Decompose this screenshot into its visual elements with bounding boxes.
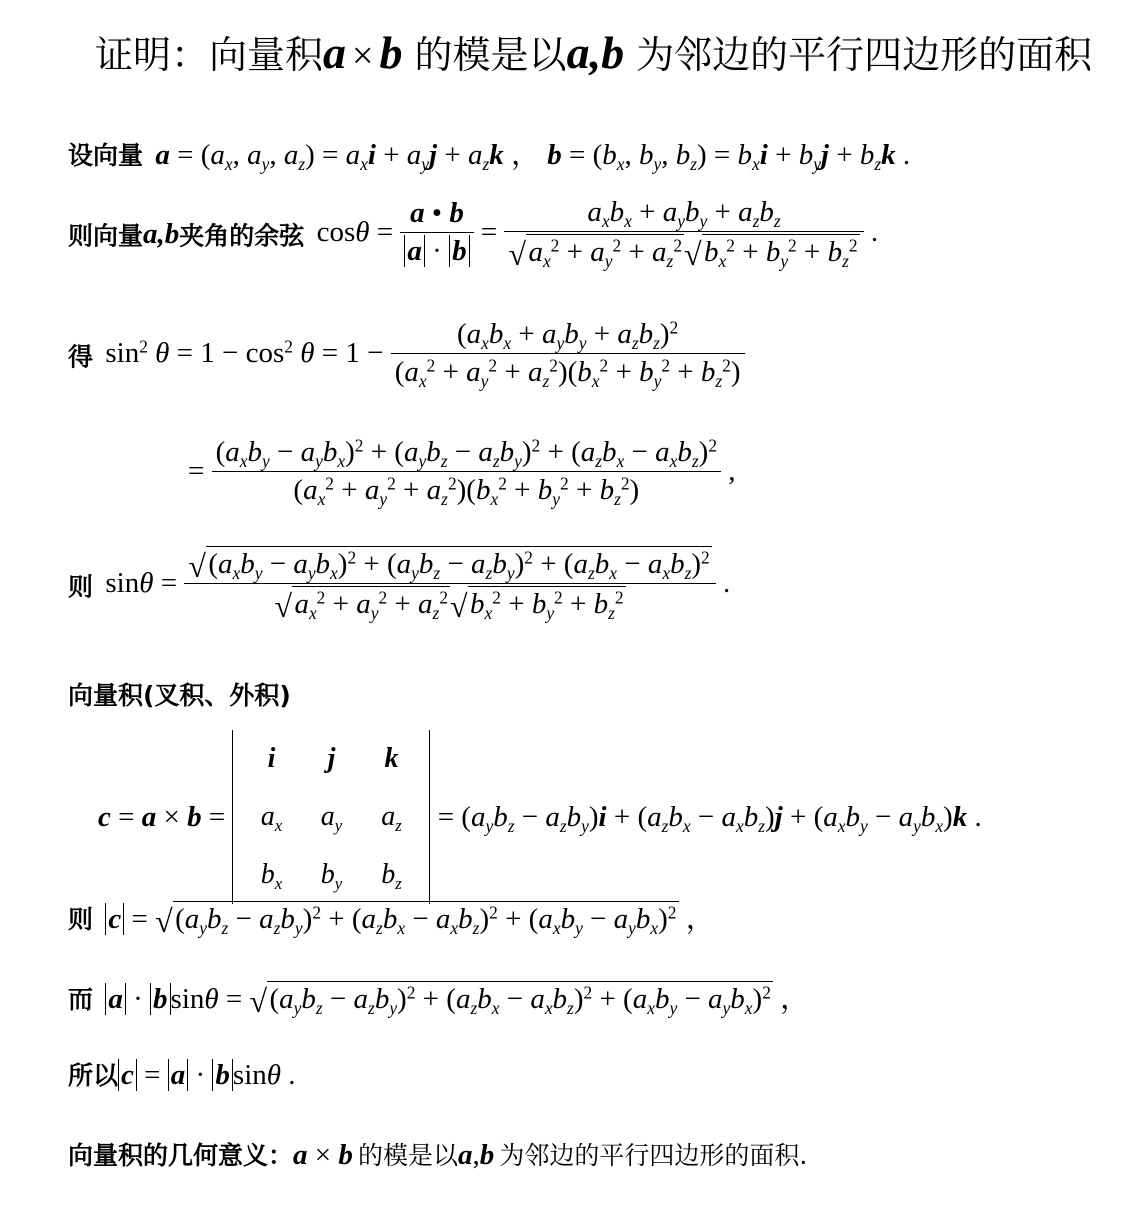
vector-definition-formula: $a = (a_x$, $a_y$, $a_z) = a_xi + a_yj + a_zk$ ， $b = (b_x$, $b_y$, $b_z) = b_xi + b_yj + b_zk$ . [155,139,911,175]
sine-squared-line: 得 $\sin^2 \theta = 1 - \cos^2 \theta = 1$ − $\frac{(a_xb_x + a_yb_y + a_zb_z)^2}{(a_x^2 + a_y^2 + a_z^2)(b_x^2 + b_y^2 + b_z^2)}$ [68,318,745,389]
vector-definition-line: 设向量 $a = (a_x$, $a_y$, $a_z) = a_xi + a_yj + a_zk$ ， $b = (b_x$, $b_y$, $b_z) = b_xi + b_yj + b_zk$ . [68,139,911,175]
sine-squared-formula: $\sin^2 \theta = 1 - \cos^2 \theta = 1$ − $\frac{(a_xb_x + a_yb_y + a_zb_z)^2}{(a_x^2 + a_y^2 + a_z^2)(b_x^2 + b_y^2 + b_z^2)}$ [98,335,744,367]
page-title: 证明：向量积a × b 的模是以a,b 为邻边的平行四边形的面积 [95,27,1093,78]
cross-product-heading: 向量积(叉积、外积) [68,681,291,710]
sine-line: 则 sinθ = √ $(a_xb_y - a_yb_x)^2 + (a_yb_z - a_zb_y)^2 + (a_zb_x - a_xb_z)^2$ √ $a_x^2 + a_y^2 + a_z^2$ √ $b_x^2 + b_y^2 + b_z^2$ . [68,547,731,624]
determinant-matrix: i j k $a_x$ $a_y$ $a_z$ $b_x$ $b_y$ $b_z$ [232,730,430,904]
cosine-formula: cosθ = $\frac{a • b}{a \cdot b}$ = $a_xb_x + a_yb_y + a_zb_z$ √ $a_x^2 + a_y^2 + a_z^2$ √ $b_x^2 + b_y^2 + b_z^2$ . [316,196,879,272]
cosine-line: 则向量a,b夹角的余弦 cosθ = $\frac{a • b}{a \cdot b}$ = $a_xb_x + a_yb_y + a_zb_z$ √ $a_x^2 + a_y^2 + a_z^2$ √ $b_x^2 + b_y^2 + b_z^2$ . [68,196,879,272]
sine-squared-continuation: = $\frac{(a_xb_y - a_yb_x)^2 + (a_yb_z - a_zb_y)^2 + (a_zb_x - a_xb_z)^2}{(a_x^2 + a_y^2 + a_z^2)(b_x^2 + b_y^2 + b_z^2)}$ , [188,435,736,510]
conclusion-line: 所以 c = a · b sinθ . [68,1059,296,1091]
cross-product-determinant-line: c = a × b = i j k $a_x$ $a_y$ $a_z$ $b_x$ $b_y$ $b_z$ = $(a_yb_z - a_zb_y)i + (a_zb_x - a_xb_z)j + (a_xb_y - a_yb_x)k$ . [98,730,982,904]
magnitude-ab-sine-line: 而 a · b sinθ = √ $(a_yb_z - a_zb_y)^2 + (a_zb_x - a_xb_z)^2 + (a_xb_y - a_yb_x)^2$ ， [68,982,810,1019]
magnitude-c-line: 则 c = √ $(a_yb_z - a_zb_y)^2 + (a_zb_x - a_xb_z)^2 + (a_xb_y - a_yb_x)^2$ ， [68,902,715,939]
sine-formula: sinθ = √ $(a_xb_y - a_yb_x)^2 + (a_yb_z - a_zb_y)^2 + (a_zb_x - a_xb_z)^2$ √ $a_x^2 + a_y^2 + a_z^2$ √ $b_x^2 + b_y^2 + b_z^2$ . [105,547,731,624]
geometric-meaning-line: 向量积的几何意义：a × b 的模是以a,b 为邻边的平行四边形的面积. [68,1139,808,1171]
